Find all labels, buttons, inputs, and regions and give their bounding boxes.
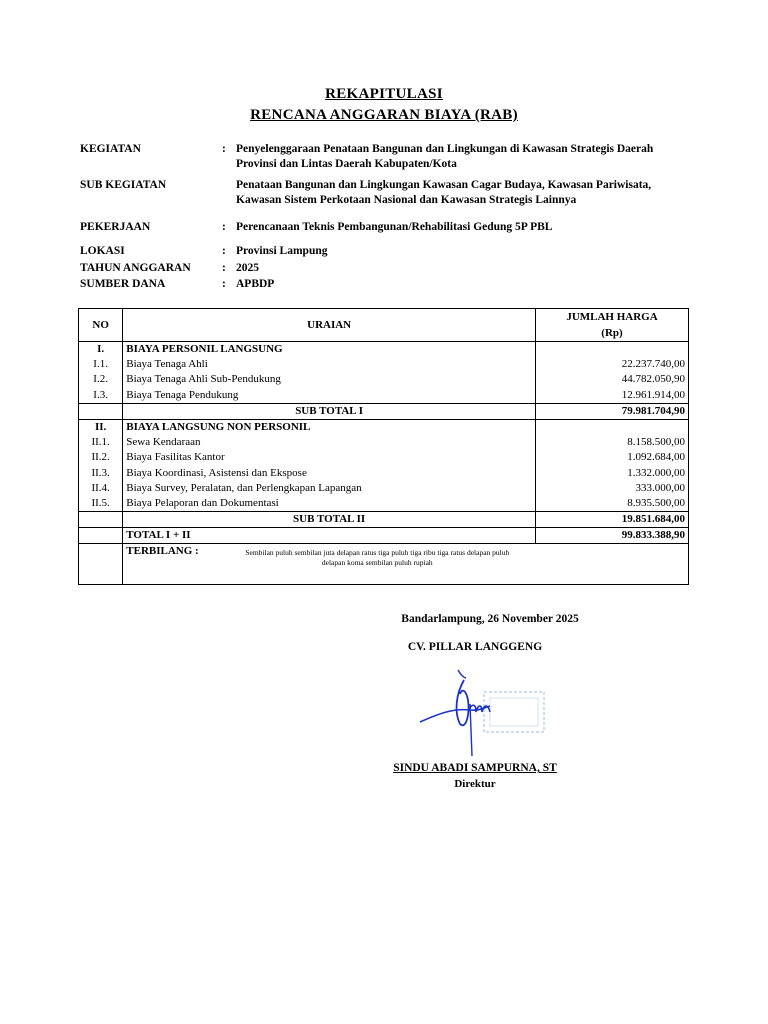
section-title: BIAYA LANGSUNG NON PERSONIL <box>123 419 536 435</box>
row-desc: Biaya Pelaporan dan Dokumentasi <box>123 496 536 512</box>
row-amount: 8.158.500,00 <box>535 435 688 450</box>
sumber-colon: : <box>222 278 226 290</box>
sub-kegiatan-label: SUB KEGIATAN <box>80 179 167 191</box>
subtotal-amount: 19.851.684,00 <box>535 512 688 528</box>
kegiatan-colon: : <box>222 143 226 155</box>
signer-role: Direktur <box>454 778 496 790</box>
row-no: II.1. <box>79 435 123 450</box>
row-no: I.2. <box>79 372 123 387</box>
tahun-label: TAHUN ANGGARAN <box>80 262 191 274</box>
header-jumlah-line1: JUMLAH HARGA <box>566 311 658 323</box>
row-amount: 22.237.740,00 <box>535 357 688 372</box>
subtotal-label: SUB TOTAL II <box>123 512 536 528</box>
row-desc: Biaya Fasilitas Kantor <box>123 450 536 465</box>
row-no: I.1. <box>79 357 123 372</box>
row-desc: Biaya Tenaga Ahli <box>123 357 536 372</box>
section-title: BIAYA PERSONIL LANGSUNG <box>123 342 536 358</box>
pekerjaan-colon: : <box>222 221 226 233</box>
sumber-value: APBDP <box>236 278 275 290</box>
table-row <box>79 481 689 496</box>
table-row <box>79 450 689 465</box>
row-no: II.5. <box>79 496 123 512</box>
total-label: TOTAL I + II <box>123 528 536 544</box>
row-no: II.3. <box>79 466 123 481</box>
terbilang-label: TERBILANG : <box>126 545 199 558</box>
row-no: II.2. <box>79 450 123 465</box>
company-name: CV. PILLAR LANGGENG <box>407 641 543 653</box>
tahun-colon: : <box>222 262 226 274</box>
header-jumlah <box>535 309 688 342</box>
tahun-value: 2025 <box>236 262 259 274</box>
row-desc: Biaya Koordinasi, Asistensi dan Ekspose <box>123 466 536 481</box>
table-row <box>79 496 689 512</box>
pekerjaan-label: PEKERJAAN <box>80 221 151 233</box>
kegiatan-value: Penyelenggaraan Penataan Bangunan dan Lingkungan di Kawasan Strategis Daerah Provinsi dan Lintas Daerah Kabupaten/Kota <box>236 143 654 170</box>
table-row <box>79 372 689 387</box>
subtotal-row <box>79 403 689 419</box>
signature-stroke <box>470 704 472 756</box>
row-amount: 1.092.684,00 <box>535 450 688 465</box>
row-desc: Sewa Kendaraan <box>123 435 536 450</box>
signature-stroke <box>458 670 466 678</box>
row-amount: 1.332.000,00 <box>535 466 688 481</box>
lokasi-colon: : <box>222 245 226 257</box>
total-row <box>79 528 689 544</box>
section-row <box>79 419 689 435</box>
table-row <box>79 388 689 404</box>
row-no: II.4. <box>79 481 123 496</box>
kegiatan-label: KEGIATAN <box>80 143 141 155</box>
section-no: I. <box>79 342 123 358</box>
table-row <box>79 357 689 372</box>
row-desc: Biaya Tenaga Pendukung <box>123 388 536 404</box>
document-title: REKAPITULASI <box>325 86 443 102</box>
table-row <box>79 435 689 450</box>
row-amount: 44.782.050,90 <box>535 372 688 387</box>
stamp-inner <box>490 698 538 726</box>
pekerjaan-value: Perencanaan Teknis Pembangunan/Rehabilitasi Gedung 5P PBL <box>236 221 553 233</box>
place-date: Bandarlampung, 26 November 2025 <box>401 613 579 625</box>
section-no: II. <box>79 419 123 435</box>
sumber-label: SUMBER DANA <box>80 278 166 290</box>
signer-name: SINDU ABADI SAMPURNA, ST <box>393 762 557 774</box>
rab-table <box>78 308 689 585</box>
lokasi-label: LOKASI <box>80 245 125 257</box>
table-header <box>79 309 689 342</box>
header-jumlah-line2: (Rp) <box>601 327 623 339</box>
subtotal-row <box>79 512 689 528</box>
subtotal-label: SUB TOTAL I <box>123 403 536 419</box>
row-amount: 8.935.500,00 <box>535 496 688 512</box>
signature-stroke <box>457 680 469 725</box>
total-amount: 99.833.388,90 <box>535 528 688 544</box>
row-desc: Biaya Survey, Peralatan, dan Perlengkapan Lapangan <box>123 481 536 496</box>
signature-stroke <box>420 706 490 722</box>
terbilang-row <box>79 544 689 585</box>
row-amount: 12.961.914,00 <box>535 388 688 404</box>
row-desc: Biaya Tenaga Ahli Sub-Pendukung <box>123 372 536 387</box>
sub-kegiatan-value: Penataan Bangunan dan Lingkungan Kawasan Cagar Budaya, Kawasan Pariwisata, Kawasan Sistem Perkotaan Nasional dan Kawasan Strategis Lainnya <box>236 179 652 206</box>
row-no: I.3. <box>79 388 123 404</box>
table-row <box>79 466 689 481</box>
header-uraian: URAIAN <box>123 309 536 342</box>
terbilang-text: Sembilan puluh sembilan juta delapan ratus tiga puluh tiga ribu tiga ratus delapan puluh delapan koma sembilan puluh rupiah <box>245 548 510 568</box>
signature-stamp-image <box>398 664 558 760</box>
header-no: NO <box>79 309 123 342</box>
lokasi-value: Provinsi Lampung <box>236 245 328 257</box>
subtotal-amount: 79.981.704,90 <box>535 403 688 419</box>
document-subtitle: RENCANA ANGGARAN BIAYA (RAB) <box>250 107 518 123</box>
section-row <box>79 342 689 358</box>
row-amount: 333.000,00 <box>535 481 688 496</box>
